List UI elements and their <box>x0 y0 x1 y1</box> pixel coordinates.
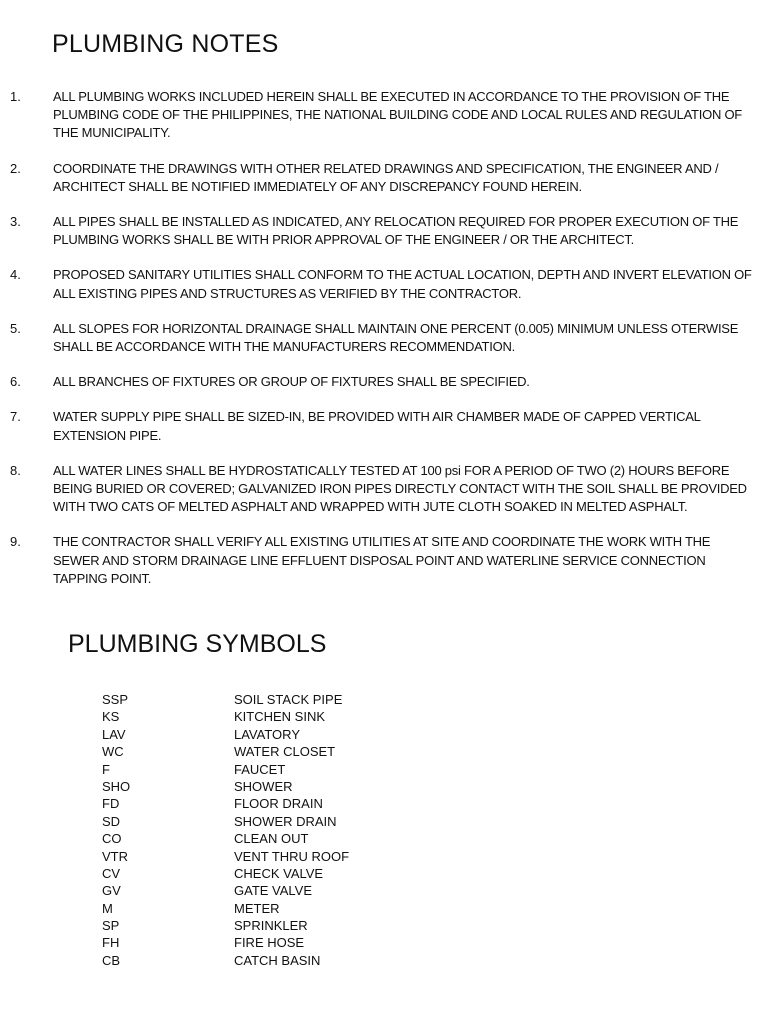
symbol-code: WC <box>102 744 124 760</box>
symbol-code: CV <box>102 865 121 881</box>
note-item <box>0 213 768 249</box>
symbol-code: SHO <box>102 778 131 794</box>
symbol-row <box>102 830 462 847</box>
symbol-description: SPRINKLER <box>234 918 308 934</box>
symbol-description: CLEAN OUT <box>234 831 309 847</box>
symbol-row <box>102 726 462 743</box>
note-number: 7. <box>10 409 21 425</box>
symbol-code: SP <box>102 918 120 934</box>
symbol-description: FIRE HOSE <box>234 935 305 951</box>
symbol-code: SSP <box>102 692 129 707</box>
note-text: WATER SUPPLY PIPE SHALL BE SIZED-IN, BE PROVIDED WITH AIR CHAMBER MADE OF CAPPED VERTICAL EXTENSION PIPE. <box>53 409 701 443</box>
notes-list <box>0 88 768 605</box>
symbol-code: F <box>102 761 110 777</box>
note-text: ALL BRANCHES OF FIXTURES OR GROUP OF FIXTURES SHALL BE SPECIFIED. <box>53 374 530 390</box>
symbol-code: FD <box>102 796 120 812</box>
symbol-description: GATE VALVE <box>234 883 313 899</box>
symbol-row <box>102 882 462 899</box>
symbol-row <box>102 795 462 812</box>
note-item <box>0 462 768 517</box>
symbol-code: FH <box>102 935 120 951</box>
note-text: ALL PIPES SHALL BE INSTALLED AS INDICATED, ANY RELOCATION REQUIRED FOR PROPER EXECUTION OF THE PLUMBING WORKS SHALL BE WITH PRIOR APPROVAL OF THE ENGINEER / OR THE ARCHITECT. <box>53 214 739 248</box>
symbol-row <box>102 743 462 760</box>
symbol-code: CB <box>102 952 121 968</box>
symbols-title: PLUMBING SYMBOLS <box>68 630 327 658</box>
symbol-description: CATCH BASIN <box>234 952 321 968</box>
note-item <box>0 88 768 143</box>
symbol-row <box>102 848 462 865</box>
note-number: 8. <box>10 462 21 478</box>
symbol-row <box>102 952 462 969</box>
symbol-description: METER <box>234 900 280 916</box>
note-item <box>0 408 768 444</box>
note-item <box>0 266 768 302</box>
symbol-code: M <box>102 900 113 916</box>
symbol-description: SHOWER DRAIN <box>234 813 337 829</box>
note-item <box>0 320 768 356</box>
note-text: ALL WATER LINES SHALL BE HYDROSTATICALLY TESTED AT 100 psi FOR A PERIOD OF TWO (2) HOURS BEFORE BEING BURIED OR COVERED; GALVANIZED IRON PIPES DIRECTLY CONTACT WITH THE SOIL SHALL BE PROVIDED WITH TWO CATS OF MELTED ASPHALT AND WRAPPED WITH JUTE CLOTH SOAKED IN MELTED ASPHALT. <box>53 462 747 515</box>
note-text: COORDINATE THE DRAWINGS WITH OTHER RELATED DRAWINGS AND SPECIFICATION, THE ENGINEER AND / ARCHITECT SHALL BE NOTIFIED IMMEDIATELY OF ANY DISCREPANCY FOUND HEREIN. <box>53 160 719 194</box>
symbol-description: CHECK VALVE <box>234 865 324 881</box>
symbol-description: VENT THRU ROOF <box>234 848 350 864</box>
note-text: PROPOSED SANITARY UTILITIES SHALL CONFORM TO THE ACTUAL LOCATION, DEPTH AND INVERT ELEVATION OF ALL EXISTING PIPES AND STRUCTURES AS VERIFIED BY THE CONTRACTOR. <box>53 267 752 301</box>
symbol-code: GV <box>102 883 121 899</box>
symbol-row <box>102 934 462 951</box>
symbol-code: VTR <box>102 848 128 864</box>
symbol-description: FLOOR DRAIN <box>234 796 323 812</box>
symbol-code: LAV <box>102 726 126 742</box>
note-number: 5. <box>10 320 21 336</box>
note-number: 4. <box>10 267 21 283</box>
symbol-code: SD <box>102 813 121 829</box>
symbol-code: CO <box>102 831 122 847</box>
notes-title: PLUMBING NOTES <box>52 30 279 58</box>
symbol-description: KITCHEN SINK <box>234 709 326 725</box>
symbol-row <box>102 917 462 934</box>
symbol-row <box>102 761 462 778</box>
symbol-description: WATER CLOSET <box>234 744 336 760</box>
symbol-description: LAVATORY <box>234 726 300 742</box>
note-number: 2. <box>10 160 21 176</box>
note-text: ALL PLUMBING WORKS INCLUDED HEREIN SHALL BE EXECUTED IN ACCORDANCE TO THE PROVISION OF THE PLUMBING CODE OF THE PHILIPPINES, THE NATIONAL BUILDING CODE AND LOCAL RULES AND REGULATION OF THE MUNICIPALITY. <box>53 89 742 141</box>
note-number: 3. <box>10 214 21 230</box>
symbol-row <box>102 708 462 725</box>
symbol-row <box>102 900 462 917</box>
symbols-list <box>102 691 462 969</box>
note-item <box>0 373 768 391</box>
note-text: THE CONTRACTOR SHALL VERIFY ALL EXISTING UTILITIES AT SITE AND COORDINATE THE WORK WITH THE SEWER AND STORM DRAINAGE LINE EFFLUENT DISPOSAL POINT AND WATERLINE SERVICE CONNECTION TAPPING POINT. <box>53 534 711 586</box>
symbol-row <box>102 813 462 830</box>
note-item <box>0 533 768 588</box>
symbol-description: SHOWER <box>234 778 293 794</box>
symbol-row <box>102 865 462 882</box>
symbol-code: KS <box>102 709 120 725</box>
symbol-row <box>102 778 462 795</box>
note-number: 1. <box>10 89 21 104</box>
symbol-description: FAUCET <box>234 761 286 777</box>
note-number: 6. <box>10 374 21 390</box>
symbol-description: SOIL STACK PIPE <box>234 692 343 707</box>
note-number: 9. <box>10 534 21 550</box>
note-text: ALL SLOPES FOR HORIZONTAL DRAINAGE SHALL MAINTAIN ONE PERCENT (0.005) MINIMUM UNLESS OTERWISE SHALL BE ACCORDANCE WITH THE MANUFACTURERS RECOMMENDATION. <box>53 320 739 355</box>
symbol-row <box>102 691 462 708</box>
note-item <box>0 160 768 196</box>
